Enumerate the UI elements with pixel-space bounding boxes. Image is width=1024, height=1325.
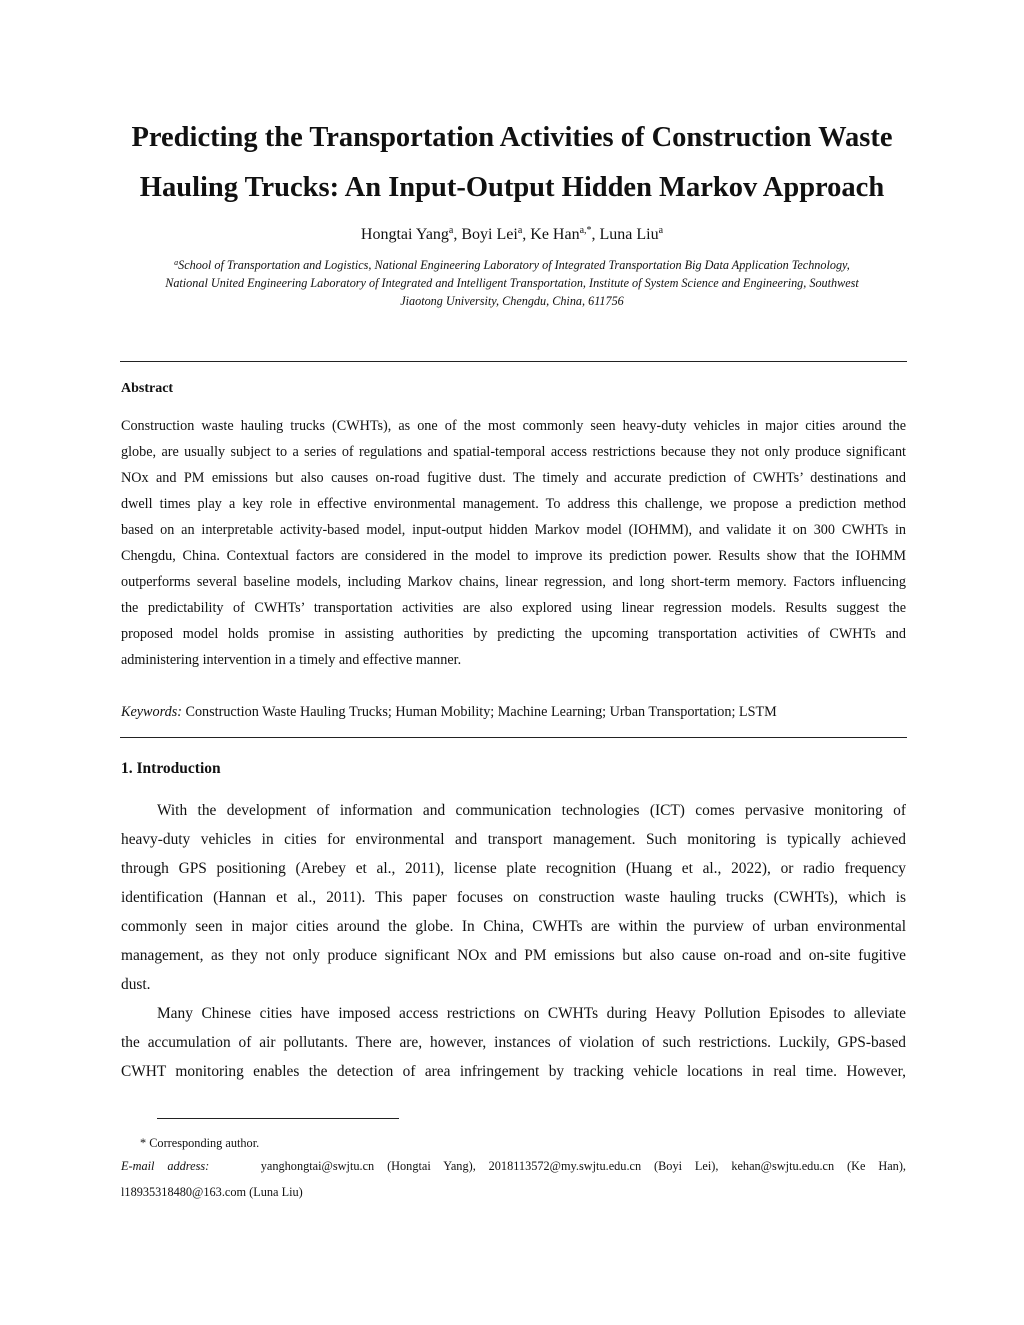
author-affiliation-mark: a,* bbox=[579, 225, 592, 236]
footnote-email bbox=[121, 1159, 906, 1174]
paper-title-line-1: Predicting the Transportation Activities of Construction Waste bbox=[131, 122, 893, 153]
abstract-bottom-rule bbox=[120, 737, 907, 738]
keywords bbox=[121, 704, 777, 721]
abstract-line: outperforms several baseline models, including Markov chains, linear regression, and long short-term memory. Factors influencing bbox=[121, 574, 906, 590]
author-name: Ke Han bbox=[530, 226, 580, 243]
abstract-line: Chengdu, China. Contextual factors are considered in the model to improve its prediction power. Results show that the IOHMM bbox=[121, 548, 906, 564]
abstract-line: globe, are usually subject to a series of regulations and spatial-temporal access restrictions because they not only produce significant bbox=[121, 444, 906, 460]
footnote-email-line bbox=[121, 1159, 906, 1174]
abstract-line: Construction waste hauling trucks (CWHTs), as one of the most commonly seen heavy-duty vehicles in major cities around the bbox=[121, 418, 906, 434]
abstract-heading: Abstract bbox=[121, 381, 174, 396]
footnote-separator bbox=[157, 1118, 399, 1119]
affiliation-line-1 bbox=[110, 256, 914, 274]
affiliation-line-3: Jiaotong University, Chengdu, China, 611756 bbox=[400, 294, 624, 308]
email-addresses: yanghongtai@swjtu.cn (Hongtai Yang), 2018113572@my.swjtu.edu.cn (Boyi Lei), kehan@swjtu.edu.cn (Ke Han), bbox=[260, 1159, 907, 1173]
introduction-body bbox=[121, 796, 906, 1086]
abstract-line: NOx and PM emissions but also causes on-road fugitive dust. The timely and accurate prediction of CWHTs’ destinations and bbox=[121, 470, 906, 486]
author-separator: , bbox=[453, 226, 462, 243]
paragraph-line: identification (Hannan et al., 2011). This paper focuses on construction waste hauling trucks (CWHTs), which is bbox=[121, 889, 906, 906]
keywords-text: Construction Waste Hauling Trucks; Human Mobility; Machine Learning; Urban Transportation; LSTM bbox=[185, 704, 777, 720]
email-label: E-mail address: bbox=[121, 1159, 210, 1173]
affiliation-text: School of Transportation and Logistics, National Engineering Laboratory of Integrated Transportation Big Data Application Technology, bbox=[178, 258, 850, 272]
author-list bbox=[80, 226, 944, 244]
affiliation bbox=[110, 256, 914, 310]
paragraph-line: through GPS positioning (Arebey et al., 2011), license plate recognition (Huang et al., 2022), or radio frequency bbox=[121, 860, 906, 877]
footnote-corresponding: * Corresponding author. bbox=[140, 1136, 260, 1150]
abstract-line: based on an interpretable activity-based model, input-output hidden Markov model (IOHMM), and validate it on 300 CWHTs in bbox=[121, 522, 906, 538]
paragraph-line: heavy-duty vehicles in cities for environmental and transport management. Such monitoring is typically achieved bbox=[121, 831, 906, 848]
affiliation-line-2: National United Engineering Laboratory of Integrated and Intelligent Transportation, Institute of System Science and Engineering, Southwest bbox=[165, 276, 859, 290]
paragraph-line: dust. bbox=[121, 976, 151, 993]
paragraph-line: commonly seen in major cities around the globe. In China, CWHTs are within the purview of urban environmental bbox=[121, 918, 906, 935]
author-name: Boyi Lei bbox=[461, 226, 518, 243]
author-affiliation-mark: a bbox=[517, 225, 523, 236]
abstract-line: dwell times play a key role in effective environmental management. To address this challenge, we propose a prediction method bbox=[121, 496, 906, 512]
keywords-label: Keywords: bbox=[121, 704, 182, 720]
paragraph-line: Many Chinese cities have imposed access restrictions on CWHTs during Heavy Pollution Episodes to alleviate bbox=[157, 1005, 906, 1022]
author-separator: , bbox=[591, 226, 600, 243]
footnote-email-line-2: l18935318480@163.com (Luna Liu) bbox=[121, 1185, 303, 1199]
paper-title-line-2: Hauling Trucks: An Input-Output Hidden Markov Approach bbox=[139, 172, 885, 203]
author-separator: , bbox=[522, 226, 531, 243]
paragraph-line: With the development of information and communication technologies (ICT) comes pervasive monitoring of bbox=[157, 802, 906, 819]
paragraph-line: management, as they not only produce significant NOx and PM emissions but also cause on-road and on-site fugitive bbox=[121, 947, 906, 964]
abstract-line: administering intervention in a timely and effective manner. bbox=[121, 652, 462, 668]
abstract-line: proposed model holds promise in assisting authorities by predicting the upcoming transportation activities of CWHTs and bbox=[121, 626, 906, 642]
abstract-top-rule bbox=[120, 361, 907, 362]
affiliation-mark: a bbox=[174, 258, 179, 267]
author-name: Luna Liu bbox=[599, 226, 659, 243]
author-name: Hongtai Yang bbox=[360, 226, 449, 243]
section-heading-introduction: 1. Introduction bbox=[121, 760, 221, 777]
abstract-line: the predictability of CWHTs’ transportation activities are also explored using linear regression models. Results suggest the bbox=[121, 600, 906, 616]
paragraph-line: the accumulation of air pollutants. There are, however, instances of violation of such restrictions. Luckily, GPS-based bbox=[121, 1034, 906, 1051]
author-affiliation-mark: a bbox=[658, 225, 664, 236]
author-affiliation-mark: a bbox=[448, 225, 454, 236]
paragraph-line: CWHT monitoring enables the detection of area infringement by tracking vehicle locations in real time. However, bbox=[121, 1063, 906, 1080]
abstract-body bbox=[121, 413, 906, 673]
